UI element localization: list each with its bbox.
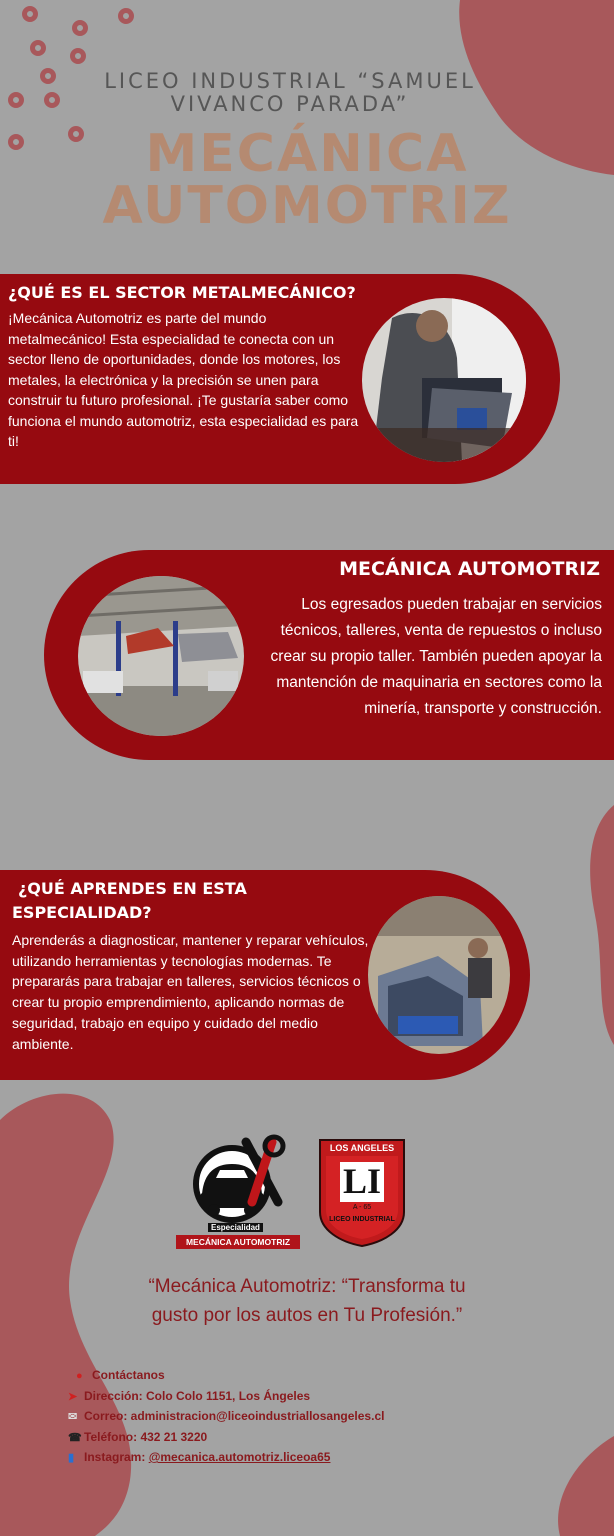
decor-dot xyxy=(44,92,60,108)
contact-phone-row xyxy=(68,1428,384,1449)
contact-block xyxy=(68,1366,384,1469)
crest-letters: LI xyxy=(342,1161,382,1201)
title-line-2: AUTOMOTRIZ xyxy=(102,176,512,236)
decor-dot xyxy=(30,40,46,56)
section-3-heading-line-2: ESPECIALIDAD? xyxy=(12,903,152,922)
mechanic-engine-photo xyxy=(362,298,526,462)
contact-instagram-row xyxy=(68,1448,384,1469)
section-2-body: Los egresados pueden trabajar en servicios técnicos, talleres, venta de repuestos o incluso crear su propio taller. También pueden apoyar la mantención de maquinaria en sectores como la minería, transporte y construcción. xyxy=(270,596,602,717)
crest-bottom-text: LICEO INDUSTRIAL xyxy=(329,1216,395,1223)
crest-top-text: LOS ANGELES xyxy=(329,1143,395,1153)
mobile-icon: ▮ xyxy=(68,1452,75,1464)
section-1-body: ¡Mecánica Automotriz es parte del mundo metalmecánico! Esta especialidad te conecta con un sector lleno de oportunidades, donde los motores, los metales, la electrónica y la precisión se unen para construir tu futuro profesional. ¡Te gustaría saber como funciona el mundo automotriz, esta especialidad es para ti! xyxy=(8,310,359,449)
decor-dot xyxy=(72,20,88,36)
contact-phone[interactable]: Teléfono: 432 21 3220 xyxy=(84,1429,208,1444)
pushpin-icon: ➤ xyxy=(68,1390,78,1403)
section-3-heading xyxy=(12,877,247,925)
workshop-lifts-photo xyxy=(78,576,244,736)
quote xyxy=(60,1272,554,1330)
instagram-link[interactable]: @mecanica.automotriz.liceoa65 xyxy=(148,1450,331,1464)
quote-line-2: gusto por los autos en Tu Profesión.” xyxy=(151,1305,463,1326)
specialty-logo xyxy=(176,1132,300,1250)
decor-dot xyxy=(8,92,24,108)
section-3-body: Aprenderás a diagnosticar, mantener y reparar vehículos, utilizando herramientas y tecnologías modernas. Te prepararás para trabajar en talleres, servicios técnicos o crear tu propio emprendimiento, aplicando normas de seguridad, trabajo en equipo y cuidado del medio ambiente. xyxy=(12,932,369,1052)
title-line-1: MECÁNICA xyxy=(145,124,469,184)
contact-address-row xyxy=(68,1387,384,1408)
contact-title-row xyxy=(68,1366,384,1387)
decor-dot xyxy=(70,48,86,64)
pin-icon: ● xyxy=(76,1370,83,1382)
school-crest xyxy=(318,1138,406,1248)
car-restoration-photo xyxy=(368,896,510,1054)
decor-dot xyxy=(40,68,56,84)
decor-dot xyxy=(22,6,38,22)
quote-line-1: “Mecánica Automotriz: “Transforma tu xyxy=(148,1276,466,1297)
school-name: LICEO INDUSTRIAL “SAMUEL VIVANCO PARADA” xyxy=(104,69,476,116)
section-3-heading-line-1: ¿QUÉ APRENDES EN ESTA xyxy=(18,879,247,898)
crest-code: A - 65 xyxy=(352,1204,372,1211)
specialty-name-label: MECÁNICA AUTOMOTRIZ xyxy=(176,1235,300,1249)
contact-address: Dirección: Colo Colo 1151, Los Ángeles xyxy=(84,1388,311,1403)
section-2-heading: MECÁNICA AUTOMOTRIZ xyxy=(339,558,600,580)
right-edge-blob xyxy=(580,805,614,1045)
contact-email-row xyxy=(68,1407,384,1428)
page-title xyxy=(60,124,554,236)
car-wrench-icon xyxy=(176,1132,300,1232)
specialty-small-label: Especialidad xyxy=(208,1223,263,1232)
phone-icon: ☎ xyxy=(68,1431,82,1444)
bottom-right-blob xyxy=(490,1436,614,1536)
instagram-label: Instagram: xyxy=(84,1450,149,1464)
contact-email[interactable]: Correo: administracion@liceoindustriallosangeles.cl xyxy=(84,1409,385,1423)
decor-dot xyxy=(8,134,24,150)
envelope-icon: ✉ xyxy=(68,1411,78,1423)
decor-dot xyxy=(118,8,134,24)
section-1-heading: ¿QUÉ ES EL SECTOR METALMECÁNICO? xyxy=(8,283,356,302)
contact-title: Contáctanos xyxy=(92,1368,165,1382)
